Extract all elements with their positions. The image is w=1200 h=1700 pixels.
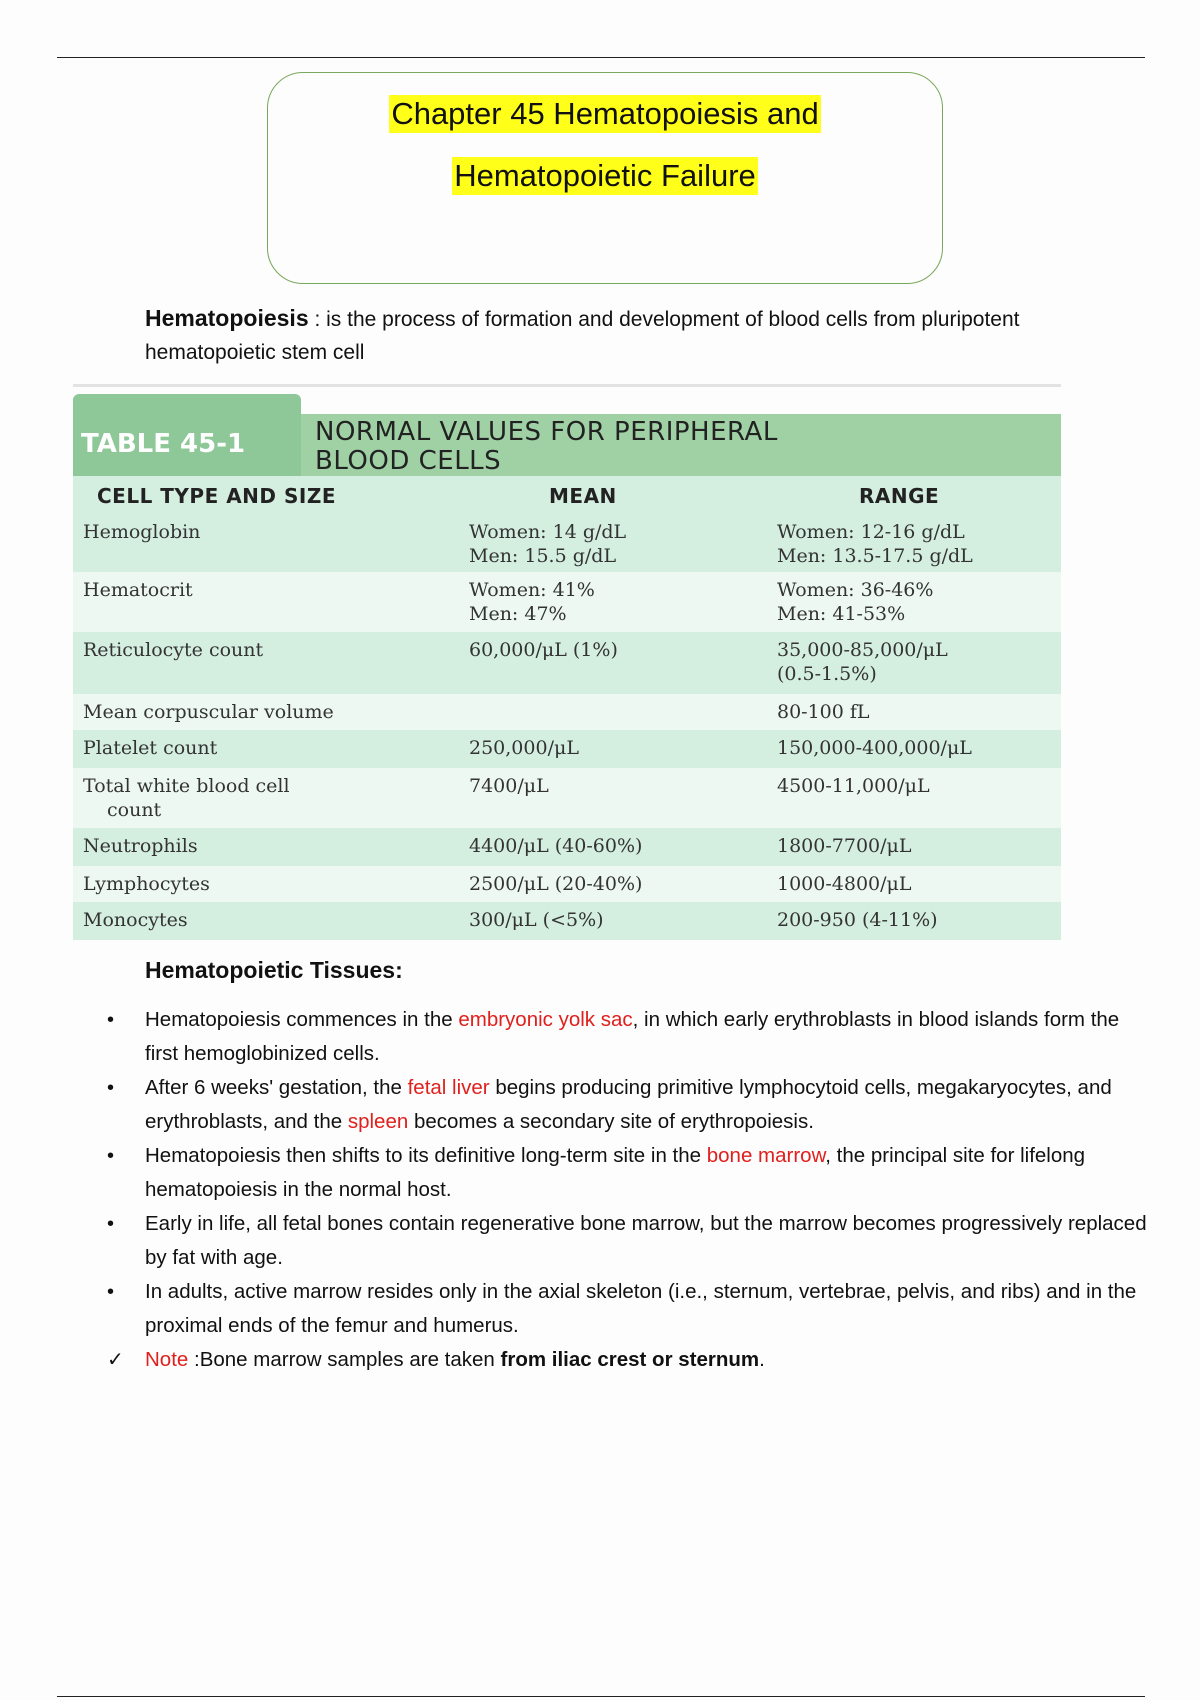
note-item: [105, 1343, 1155, 1377]
cell-type: Hemoglobin: [83, 521, 201, 543]
cell-mean: 2500/μL (20-40%): [469, 873, 643, 895]
cell-range: Women: 36-46% Men: 41-53%: [777, 579, 934, 625]
list-item: [105, 1207, 1155, 1275]
normal-values-table: [73, 384, 1061, 940]
hematopoiesis-definition: [145, 302, 1105, 369]
cell-type: Monocytes: [83, 909, 188, 931]
section-heading-hematopoietic-tissues: Hematopoietic Tissues:: [145, 957, 403, 983]
table-top-line: [73, 384, 1061, 387]
table-row: [73, 768, 1061, 828]
note-end: .: [759, 1348, 765, 1371]
checkmark-icon: ✓: [107, 1349, 124, 1371]
cell-range: Women: 12-16 g/dL Men: 13.5-17.5 g/dL: [777, 521, 973, 567]
cell-type-line-1: Total white blood cell: [83, 775, 290, 797]
table-row: [73, 632, 1061, 694]
list-item: [105, 1275, 1155, 1343]
bullet-icon: •: [107, 1145, 115, 1167]
table-title-line-1: NORMAL VALUES FOR PERIPHERAL: [315, 417, 778, 447]
cell-type: [83, 774, 290, 822]
table-column-headers: [73, 476, 1061, 514]
list-item: [105, 1139, 1155, 1207]
table-row: [73, 866, 1061, 902]
table-row: [73, 730, 1061, 768]
bullet-text: After 6 weeks' gestation, the: [145, 1076, 408, 1099]
bullet-icon: •: [107, 1077, 115, 1099]
chapter-title-line-2: Hematopoietic Failure: [454, 158, 756, 193]
cell-range: 1000-4800/μL: [777, 873, 912, 895]
cell-mean: 250,000/μL: [469, 737, 579, 759]
cell-mean: Women: 14 g/dL Men: 15.5 g/dL: [469, 521, 627, 567]
cell-range: 1800-7700/μL: [777, 835, 912, 857]
table-title-line-2: BLOOD CELLS: [315, 446, 502, 476]
definition-term: Hematopoiesis: [145, 305, 309, 331]
table-row: [73, 694, 1061, 730]
column-header-cell-type: CELL TYPE AND SIZE: [97, 484, 336, 508]
cell-type: Neutrophils: [83, 835, 198, 857]
title-box: [267, 72, 943, 284]
cell-type: Reticulocyte count: [83, 639, 264, 661]
table-row: [73, 828, 1061, 866]
bullet-icon: •: [107, 1009, 115, 1031]
chapter-title-line-1: Chapter 45 Hematopoiesis and: [391, 96, 819, 131]
tissues-bullet-list: [105, 1003, 1155, 1377]
cell-mean: 60,000/μL (1%): [469, 639, 618, 661]
bullet-text: In adults, active marrow resides only in the axial skeleton (i.e., sternum, vertebrae, pelvis, and ribs) and in the proximal ends of the femur and humerus.: [145, 1280, 1137, 1337]
bullet-text: , the principal site for lifelong hematopoiesis in the normal host.: [145, 1144, 1086, 1201]
bullet-text: Early in life, all fetal bones contain regenerative bone marrow, but the marrow becomes progressively replaced by fat with age.: [145, 1212, 1147, 1269]
note-bold-text: from iliac crest or sternum: [500, 1348, 760, 1371]
table-row: [73, 572, 1061, 632]
cell-type: Mean corpuscular volume: [83, 701, 334, 723]
bullet-icon: •: [107, 1281, 115, 1303]
note-text: :Bone marrow samples are taken: [188, 1348, 501, 1371]
cell-range: 150,000-400,000/μL: [777, 737, 972, 759]
bullet-text: , in which early erythroblasts in blood islands form the first hemoglobinized cells.: [145, 1008, 1120, 1065]
top-rule: [57, 57, 1145, 58]
list-item: [105, 1003, 1155, 1071]
cell-mean: Women: 41% Men: 47%: [469, 579, 595, 625]
cell-range: 80-100 fL: [777, 701, 870, 723]
cell-type: Lymphocytes: [83, 873, 210, 895]
column-header-range: RANGE: [859, 484, 940, 508]
cell-type: Platelet count: [83, 737, 218, 759]
table-number-tag: TABLE 45-1: [73, 394, 301, 476]
column-header-mean: MEAN: [549, 484, 617, 508]
table-title: [315, 418, 778, 476]
note-label: Note: [145, 1348, 189, 1371]
highlight-term: spleen: [347, 1110, 409, 1133]
definition-text: : is the process of formation and development of blood cells from pluripotent hematopoietic stem cell: [145, 308, 1020, 364]
cell-range: 4500-11,000/μL: [777, 775, 930, 797]
cell-mean: 300/μL (<5%): [469, 909, 604, 931]
table-row: [73, 514, 1061, 572]
highlight-term: fetal liver: [407, 1076, 490, 1099]
bullet-text: Hematopoiesis commences in the: [145, 1008, 459, 1031]
cell-range: 200-950 (4-11%): [777, 909, 938, 931]
cell-type-line-2: count: [107, 799, 162, 821]
highlight-term: embryonic yolk sac: [458, 1008, 633, 1031]
bullet-text: begins producing primitive lymphocytoid cells, megakaryocytes, and erythroblasts, and the: [145, 1076, 1112, 1133]
list-item: [105, 1071, 1155, 1139]
cell-mean: 7400/μL: [469, 775, 549, 797]
highlight-term: bone marrow: [706, 1144, 826, 1167]
bullet-text: becomes a secondary site of erythropoiesis.: [408, 1110, 814, 1133]
cell-range: 35,000-85,000/μL (0.5-1.5%): [777, 639, 948, 685]
bottom-rule: [57, 1696, 1145, 1697]
bullet-text: Hematopoiesis then shifts to its definitive long-term site in the: [145, 1144, 707, 1167]
bullet-icon: •: [107, 1213, 115, 1235]
cell-type: Hematocrit: [83, 579, 193, 601]
table-row: [73, 902, 1061, 940]
cell-mean: 4400/μL (40-60%): [469, 835, 643, 857]
